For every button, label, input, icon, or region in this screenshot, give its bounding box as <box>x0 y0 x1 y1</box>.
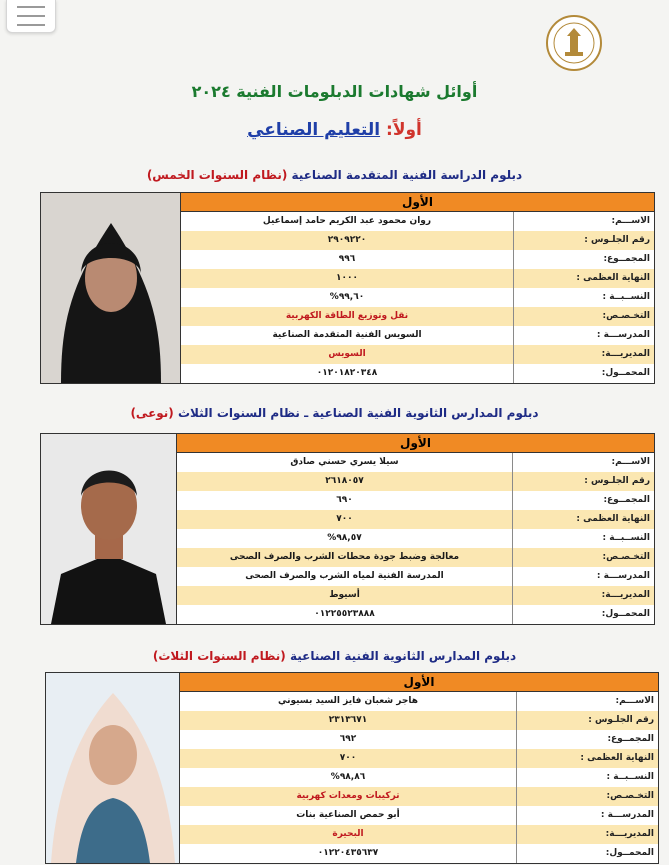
info-value: هاجر شعبان فايز السيد بسيوني <box>180 692 517 711</box>
info-value: ٠١٢٢٥٥٢٣٨٨٨ <box>177 605 513 624</box>
info-label: النســبــة : <box>602 533 650 543</box>
info-label: الاســـم: <box>611 216 650 226</box>
info-value: %٩٨,٥٧ <box>177 529 513 548</box>
info-value: روان محمود عبد الكريم حامد إسماعيل <box>181 212 514 231</box>
info-row <box>180 787 658 807</box>
rank-header: الأول <box>181 193 654 212</box>
info-value: ٦٩٢ <box>180 730 517 749</box>
ministry-seal-logo <box>545 14 603 72</box>
info-label: المحمــول: <box>601 609 650 619</box>
info-row <box>177 510 654 530</box>
info-label: الاســـم: <box>615 696 654 706</box>
info-label: المجمــوع: <box>607 734 654 744</box>
info-label: النهاية العظمى : <box>580 753 654 763</box>
student-photo-icon <box>40 433 177 625</box>
info-value: المدرسة الفنية لمياه الشرب والصرف الصحى <box>177 567 513 586</box>
info-label: رقم الجلـوس : <box>588 715 654 725</box>
info-row <box>181 326 654 346</box>
info-row <box>177 567 654 587</box>
info-value: ٩٩٦ <box>181 250 514 269</box>
info-value: ٠١٢٢٠٤٣٥٦٣٧ <box>180 844 517 863</box>
info-label: المدرســـة : <box>596 571 650 581</box>
info-label: المدرســـة : <box>600 810 654 820</box>
section-heading-2: دبلوم المدارس الثانوية الفنية الصناعية ـ نظام السنوات الثلاث (نوعى) <box>130 406 539 420</box>
info-label: المجمــوع: <box>603 495 650 505</box>
info-label: رقم الجلـوس : <box>584 235 650 245</box>
student-photo-icon <box>45 672 181 864</box>
info-label: المحمــول: <box>601 368 650 378</box>
info-row <box>181 345 654 365</box>
info-value: %٩٩,٦٠ <box>181 288 514 307</box>
subtitle-text: التعليم الصناعي <box>247 120 381 140</box>
info-value: ٧٠٠ <box>177 510 513 529</box>
info-label: رقم الجلـوس : <box>584 476 650 486</box>
info-row <box>181 231 654 251</box>
rank-header: الأول <box>180 673 658 692</box>
rank-header: الأول <box>177 434 654 453</box>
info-label: التخـصـص: <box>602 552 650 562</box>
info-row <box>177 605 654 624</box>
info-value: ٧٠٠ <box>180 749 517 768</box>
info-label: التخـصـص: <box>602 311 650 321</box>
info-row <box>181 364 654 383</box>
info-label: المدرســـة : <box>596 330 650 340</box>
info-value: ٦٩٠ <box>177 491 513 510</box>
info-label: الاســـم: <box>611 457 650 467</box>
info-value: أسيوط <box>177 586 513 605</box>
info-value: %٩٨,٨٦ <box>180 768 517 787</box>
page-subtitle <box>0 120 669 140</box>
info-value: تركيبات ومعدات كهربية <box>180 787 517 806</box>
info-row <box>177 453 654 473</box>
info-value: نقل وتوزيع الطاقة الكهربية <box>181 307 514 326</box>
info-label: المجمــوع: <box>603 254 650 264</box>
info-value: البحيرة <box>180 825 517 844</box>
info-value: ٢٩٠٩٢٢٠ <box>181 231 514 250</box>
info-row <box>177 472 654 492</box>
info-label: النســبــة : <box>606 772 654 782</box>
info-row <box>177 491 654 511</box>
info-value: ٢٦١٨٠٥٧ <box>177 472 513 491</box>
info-label: المديريـــة: <box>605 829 654 839</box>
info-row <box>180 825 658 845</box>
subtitle-label: أولاً: <box>386 120 422 140</box>
info-value: ٢٣١٣٦٧١ <box>180 711 517 730</box>
section-heading-1: دبلوم الدراسة الفنية المتقدمة الصناعية (نظام السنوات الخمس) <box>146 168 523 182</box>
info-row <box>177 529 654 549</box>
info-label: المديريـــة: <box>601 590 650 600</box>
section-heading-3: دبلوم المدارس الثانوية الفنية الصناعية (نظام السنوات الثلاث) <box>152 649 517 663</box>
info-table-3 <box>179 672 659 864</box>
info-value: ٠١٢٠١٨٢٠٣٤٨ <box>181 364 514 383</box>
info-label: المحمــول: <box>605 848 654 858</box>
info-value: السويس الفنية المتقدمة الصناعية <box>181 326 514 345</box>
info-row <box>181 269 654 289</box>
info-row <box>181 212 654 232</box>
info-row <box>181 288 654 308</box>
info-label: النهاية العظمى : <box>576 273 650 283</box>
info-row <box>181 307 654 327</box>
info-row <box>180 730 658 750</box>
info-label: النهاية العظمى : <box>576 514 650 524</box>
student-photo-icon <box>40 192 182 384</box>
info-row <box>180 768 658 788</box>
info-value: ١٠٠٠ <box>181 269 514 288</box>
info-row <box>180 844 658 863</box>
info-label: التخـصـص: <box>606 791 654 801</box>
info-row <box>180 749 658 769</box>
info-table-2 <box>176 433 655 625</box>
info-row <box>180 692 658 712</box>
info-label: المديريـــة: <box>601 349 650 359</box>
info-value: السويس <box>181 345 514 364</box>
info-row <box>181 250 654 270</box>
hamburger-menu-icon[interactable] <box>6 0 56 33</box>
info-row <box>177 548 654 568</box>
info-value: سيلا يسري حسني صادق <box>177 453 513 472</box>
info-table-1 <box>180 192 655 384</box>
info-row <box>180 711 658 731</box>
info-value: معالجة وضبط جودة محطات الشرب والصرف الصحى <box>177 548 513 567</box>
page-title: أوائل شهادات الدبلومات الفنية ٢٠٢٤ <box>191 82 478 101</box>
info-row <box>177 586 654 606</box>
info-value: أبو حمص الصناعية بنات <box>180 806 517 825</box>
info-label: النســبــة : <box>602 292 650 302</box>
info-row <box>180 806 658 826</box>
